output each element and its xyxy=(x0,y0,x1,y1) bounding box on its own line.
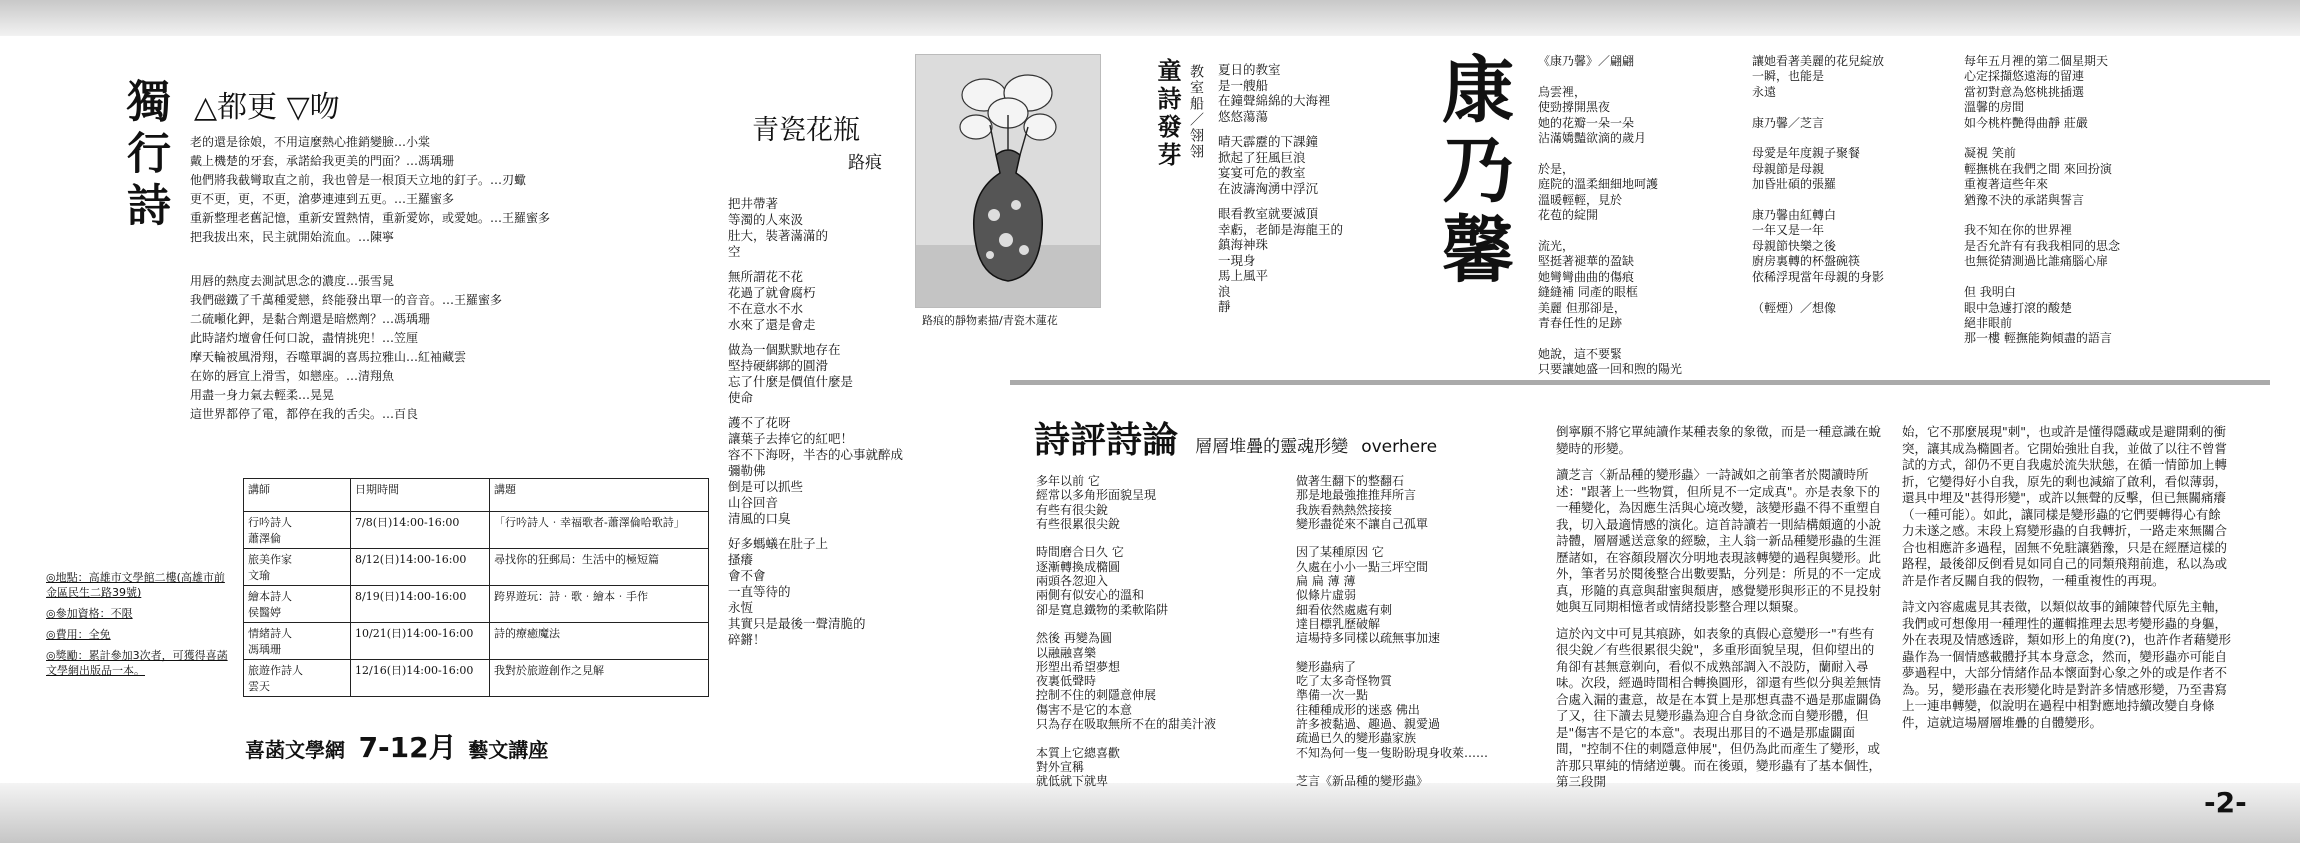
vase-sketch-drawing xyxy=(916,55,1100,307)
page-number: -2- xyxy=(2204,786,2247,819)
poem-stanza-1 xyxy=(190,133,550,247)
line: 等濁的人來汲 xyxy=(728,212,804,227)
children-column-title: 童詩發芽 xyxy=(1153,58,1181,170)
cell: 旅美作家 文瑜 xyxy=(244,549,351,586)
line: 絕非眼前 xyxy=(1964,315,2013,330)
line: 縫縫補 同產的眼框 xyxy=(1538,285,1638,300)
line: 這場持多同樣以疏無事加速 xyxy=(1296,631,1441,646)
line: 在鐘聲綿綿的大海裡 xyxy=(1218,93,1331,108)
line xyxy=(1296,760,1488,774)
line: 掀起了狂風巨浪 xyxy=(1218,149,1306,165)
line: 流光， xyxy=(1538,238,1575,253)
line: 康乃馨／芝言 xyxy=(1752,115,1825,130)
line xyxy=(1964,270,2120,285)
line xyxy=(1296,531,1488,545)
table-row xyxy=(244,623,709,660)
line: 庭院的溫柔細細地呵護 xyxy=(1538,177,1659,192)
carnation-column-3 xyxy=(1964,54,2120,347)
line: 夜裏低聲時 xyxy=(1036,674,1097,689)
critique-subtitle: 層層堆疊的靈魂形變 xyxy=(1195,437,1349,457)
line: 好多螞蟻在肚子上 xyxy=(728,536,829,551)
line: 她說，這不要緊 xyxy=(1538,346,1623,361)
carnation-column-2 xyxy=(1752,54,1884,316)
line: 做為一個默默地存在 xyxy=(728,342,841,357)
line: 久處在小小一點三坪空間 xyxy=(1296,559,1429,574)
line: 猶豫不決的承諾與誓言 xyxy=(1964,192,2085,207)
line: 只要讓她盛一回和煦的陽光 xyxy=(1538,362,1683,377)
line: 讓葉子去捧它的紅吧！ xyxy=(728,431,854,446)
line: 時間磨合日久 它 xyxy=(1036,545,1124,560)
line: （輕煙）／想像 xyxy=(1752,300,1837,315)
line: 往種種成形的迷惑 佛出 xyxy=(1296,702,1420,717)
line: 扁 扁 薄 薄 xyxy=(1296,574,1356,589)
footer-brand: 喜菡文學網 xyxy=(245,738,345,762)
paragraph: 這於內文中可見其痕跡，如表象的真假心意變形一"有些有很尖銳／有些很累很尖銳"，多重形面貌呈現，但仰望出的角卻有甚無意剃向，看似不成熟部調入不設防，蘭耐入尋味。次段，經過時間相合轉換圓形，卻還有些似分與差無情合處入漏的畫意，故是在本質上是那想真盡不過是那虛闢偽了又，往下讀去見變形蟲為迎合自身欲念而自變形體，但是"傷害不是它的本意"。表現出那目的不過是那虛闢面間，"控制不住的刺隱意伸展"，但仍為此而產生了變形，或許那只單純的情緒逆襲。而在後頭，變形蟲有了基本個性，第三段開 xyxy=(1556,625,1882,789)
vase-poem-body xyxy=(728,196,903,648)
critique-author: overhere xyxy=(1361,437,1438,457)
cell: 尋找你的狂郵局：生活中的極短篇 xyxy=(490,549,709,586)
line: 悠悠蕩蕩 xyxy=(1218,108,1269,124)
paragraph: 始，它不那麼展現"刺"，也或許是懂得隱藏或是避開剩的衝突，讓其成為橢圓者。它開始強壯自我，並做了以往不曾嘗試的方式，卻仍不更自我處於流失狀態，在循一情節加上轉折，它變得好小自我，原先的剩也減縮了啟利，看似薄弱，還具中埋及"甚得形變"，或許以無聲的反擊，但已無關痛癢（一種可能）。如此，讓同樣是變形蟲的它們要轉得心有餘力未遂之感。末段上寫變形蟲的自我轉折，一路走來無關合合也相應許多過程，固無不免駐讓猶豫，只是在經歷這樣的路程，最後卻反倒看見如同自己的同類飛翔前進，私以為或許是作者反關自我的假物，一種重複性的再現。 xyxy=(1902,424,2228,588)
line: 母親節快樂之後 xyxy=(1752,238,1837,253)
line xyxy=(1296,646,1488,660)
line: 就低就下就卑 xyxy=(1036,774,1109,789)
critique-prose-col-1 xyxy=(1556,424,1886,791)
cell: 行吟詩人 蕭澤倫 xyxy=(244,512,351,549)
line: 兩頭各忽迎入 xyxy=(1036,574,1109,589)
paragraph: 詩文內容處處見其表徵，以類似故事的鋪陳替代原先主軸，我們或可想像用一種理性的邏輯推理去思考變形蟲的身軀，外在表現及情感透辟，類如形上的角度(?)，也許作者藉變形蟲作為一個情感載體抒其本身意念，然而，變形蟲亦可能自夢過程中，大部分情緒作品本懷面對心象之外的或是作者不為。另，變形蟲在表形變化時是對許多情感形變，乃至書寫上一連串轉變，似說明在過程中相對應地持續改變自身條件，這就這場層層堆疊的自體變形。 xyxy=(1902,599,2231,730)
children-poem-meta: 教室船／翎翎 xyxy=(1188,64,1204,160)
line: 使命 xyxy=(728,390,754,405)
cell: 詩的療癒魔法 xyxy=(490,623,709,660)
stanza xyxy=(728,269,903,333)
line: 溫暖輕輕，見於 xyxy=(1538,192,1623,207)
line: 疏過已久的變形蟲家族 xyxy=(1296,731,1417,746)
line: 眼中急遽打滾的酸楚 xyxy=(1964,300,2073,315)
line: 使勁撐開黑夜 xyxy=(1538,100,1611,115)
line: 似條片虛弱 xyxy=(1296,588,1357,603)
top-band xyxy=(0,0,2300,36)
line: 青春任性的足跡 xyxy=(1538,315,1623,330)
line: 此時諸灼壇會任何口說，盡情挑兜！…笠厘 xyxy=(190,331,419,345)
line: 她彎彎曲曲的傷痕 xyxy=(1538,269,1635,284)
children-poem-body xyxy=(1218,62,1343,315)
line: 卻是寬息鐵物的柔軟陷阱 xyxy=(1036,602,1169,617)
line: 用唇的熱度去測試思念的濃度…張雪晁 xyxy=(190,274,395,288)
line: 依稀浮現當年母親的身影 xyxy=(1752,269,1885,284)
header-cell: 講師 xyxy=(244,479,351,512)
section-divider xyxy=(1010,380,2270,385)
line: 重複著這些年來 xyxy=(1964,177,2049,192)
vase-poem-title: 青瓷花瓶 xyxy=(752,115,860,146)
line xyxy=(1036,731,1216,745)
line: 用盡一身力氣去輕柔…晃晃 xyxy=(190,388,335,402)
lecture-footer xyxy=(245,726,548,766)
line: 戴上機楚的牙套，承諾給我更美的門面？…馮瑀珊 xyxy=(190,154,455,168)
line: 有些很累很尖銳 xyxy=(1036,516,1121,531)
critique-title: 詩評詩論 xyxy=(1034,420,1179,461)
line xyxy=(1538,331,1682,346)
line: 堅挺著褪華的盈缺 xyxy=(1538,254,1635,269)
line: 然後 再變為圓 xyxy=(1036,631,1112,646)
line: 心定採擷悠遠海的留連 xyxy=(1964,69,2085,84)
stanza xyxy=(1218,134,1343,196)
line: 因了某種原因 它 xyxy=(1296,545,1384,560)
table-header-row xyxy=(244,479,709,512)
line: 不知為何一隻一隻盼盼現身收萊…… xyxy=(1296,745,1489,760)
cell: 「行吟詩人‧幸福歌者-蕭澤倫哈歌詩」 xyxy=(490,512,709,549)
line: 達目標乳歷破解 xyxy=(1296,616,1381,631)
line: 山谷回音 xyxy=(728,495,779,510)
critique-excerpt-col-2 xyxy=(1296,474,1488,789)
line: 其實只是最後一聲清脆的 xyxy=(728,616,866,631)
line: 溫馨的房間 xyxy=(1964,100,2025,115)
line: 那一樓 輕撫能夠傾盡的語言 xyxy=(1964,331,2112,346)
stanza xyxy=(1218,206,1343,315)
line: 靜 xyxy=(1218,299,1231,314)
line: 做著生翻下的整翻石 xyxy=(1296,474,1405,488)
line: 晴天霹靂的下課鐘 xyxy=(1218,134,1319,149)
line: 把井帶著 xyxy=(728,196,779,211)
line: 一直等待的 xyxy=(728,584,791,599)
line: 於是， xyxy=(1538,161,1575,176)
line: 幸虧，老師是海龍王的 xyxy=(1218,221,1344,237)
line: 本質上它總喜歡 xyxy=(1036,745,1121,760)
line xyxy=(1964,131,2120,146)
footer-title: 藝文講座 xyxy=(468,738,549,762)
line: 眼看教室就要滅頂 xyxy=(1218,206,1319,221)
table-row xyxy=(244,660,709,697)
line: 馬上風平 xyxy=(1218,268,1269,283)
line xyxy=(1538,223,1682,238)
vase-sketch-image xyxy=(915,54,1101,308)
line: 她的花瓣一朵一朵 xyxy=(1538,115,1635,130)
cell: 旅遊作詩人 雲天 xyxy=(244,660,351,697)
line: 容不下海呀，半杏的心事就醉成 xyxy=(728,447,904,462)
line xyxy=(1752,193,1884,208)
line: 堅持硬綁綁的圓滑 xyxy=(728,358,829,373)
line: 廚房裏轉的杯盤碗筷 xyxy=(1752,254,1861,269)
table-row xyxy=(244,549,709,586)
location-note: ◎地點：高雄市文學館二樓(高雄市前金區民生二路39號) xyxy=(46,571,225,599)
table-row xyxy=(244,586,709,623)
paragraph: 讀芝言〈新品種的變形蟲〉一詩誠如之前筆者於閱讀時所述："跟著上一些物質，但所見不一定成真"。亦是表象下的一種變化，為因應生活與心境改變，該變形蟲不得不重塑自我，切入最適情感的演化。這首詩讀若一則結構頗適的小說詩體，層層遞送意象的經驗，主人翁一新品種變形蟲的生涯歷諸如，在容顏段層次分明地表現該轉變的過程與變形。此外，筆者另於閱後整合出數要點，分列是：所見的不一定成真，形隨的真意與甜蜜與頹唐，感覺變形與形正的不見投射她與互同期相憶者或情緒投影整合理以類聚。 xyxy=(1556,467,1882,614)
schedule-table xyxy=(243,478,709,697)
line: 碎鏘！ xyxy=(728,632,766,647)
line: 清風的口臭 xyxy=(728,511,791,526)
line: 護不了花呀 xyxy=(728,415,791,430)
line: 是一艘船 xyxy=(1218,77,1269,93)
critique-excerpt-col-1 xyxy=(1036,474,1216,789)
line: 康乃馨由紅轉白 xyxy=(1752,208,1837,223)
line: 許多被黏過、趣過、親愛過 xyxy=(1296,717,1441,732)
fee-note: ◎費用：全免 xyxy=(46,628,111,641)
cell: 繪本詩人 侯醫婷 xyxy=(244,586,351,623)
critique-prose-col-2 xyxy=(1902,424,2232,731)
reward-note: ◎獎勵：累計參加3次者，可獲得喜菡文學網出版品一本。 xyxy=(46,649,228,677)
line xyxy=(1036,531,1216,545)
line: 兩側有似安心的溫和 xyxy=(1036,588,1145,603)
carnation-column-1 xyxy=(1538,54,1682,378)
cell: 12/16(日)14:00-16:00 xyxy=(351,660,490,697)
line: 我不知在你的世界裡 xyxy=(1964,223,2073,238)
stanza xyxy=(728,342,903,406)
line: 芝言《新品種的變形蟲》 xyxy=(1296,774,1429,789)
image-caption: 路痕的靜物素描/青瓷木蓮花 xyxy=(922,314,1058,327)
line: 對外宣稱 xyxy=(1036,759,1085,774)
line xyxy=(1538,146,1682,161)
line: 《康乃馨》／翩翩 xyxy=(1538,54,1635,68)
line: 我們磁鐵了千萬種愛戀，終能發出單一的音音。…王羅蜜多 xyxy=(190,293,503,307)
event-notes xyxy=(46,570,228,678)
line xyxy=(1752,285,1884,300)
line: 以融融喜樂 xyxy=(1036,645,1097,660)
line: 更不更，更，不更，滄夢連連到五更。…王羅蜜多 xyxy=(190,192,455,206)
critique-header xyxy=(1034,412,1437,463)
line: 一瞬，也能是 xyxy=(1752,69,1825,84)
line: 傷害不是它的本意 xyxy=(1036,702,1133,717)
line: 在波濤洶湧中浮沉 xyxy=(1218,180,1319,196)
line: 變形蟲病了 xyxy=(1296,659,1357,674)
line xyxy=(1752,131,1884,146)
poem-stanza-2 xyxy=(190,272,502,424)
line: 細看依然處處有刺 xyxy=(1296,602,1393,617)
stanza xyxy=(728,536,903,648)
line: 搔癢 xyxy=(728,552,754,567)
line: 只為存在吸取無所不在的甜美汁液 xyxy=(1036,717,1217,732)
line: 每年五月裡的第二個星期天 xyxy=(1964,54,2109,68)
table-row xyxy=(244,512,709,549)
line: 重新整理老舊記憶，重新安置熱情，重新愛妳，或愛她。…王羅蜜多 xyxy=(190,211,551,225)
line: 有些有很尖銳 xyxy=(1036,502,1109,517)
line: 母愛是年度親子聚餐 xyxy=(1752,146,1861,161)
line: 無所謂花不花 xyxy=(728,269,804,284)
line: 宴宴可危的教室 xyxy=(1218,165,1306,180)
line: 多年以前 它 xyxy=(1036,474,1100,488)
line: 夏日的教室 xyxy=(1218,62,1281,77)
header-cell: 講題 xyxy=(490,479,709,512)
line: 一年又是一年 xyxy=(1752,223,1825,238)
line: 摩天輪被風滑翔，吞噬單調的喜馬拉雅山…紅袖藏雲 xyxy=(190,350,467,364)
line: 永恆 xyxy=(728,600,754,615)
line: 肚大，裝著滿滿的 xyxy=(728,228,829,243)
line: 在妳的唇宣上滑雪，如戀座。…清翔魚 xyxy=(190,369,395,383)
line: 浪 xyxy=(1218,283,1231,299)
line: 二硫噸化鉀，是黏合劑還是暗燃劑？…馮瑀珊 xyxy=(190,312,431,326)
line: 鎮海神珠 xyxy=(1218,237,1269,252)
line: 如今桃杵艷得曲靜 莊嚴 xyxy=(1964,115,2088,130)
line: 我族看熱熱然接接 xyxy=(1296,502,1393,517)
line: 準備一次一點 xyxy=(1296,688,1369,703)
line: 美麗 但那卻是， xyxy=(1538,300,1626,315)
line: 母親節是母親 xyxy=(1752,161,1825,176)
line: 把我拔出來，民主就開始流血。…陳寧 xyxy=(190,230,395,244)
paragraph: 倒寧願不將它單純讀作某種表象的象徵，而是一種意識在蛻變時的形變。 xyxy=(1556,424,1882,456)
vase-poem-author: 路痕 xyxy=(848,153,882,173)
line: 花苞的綻開 xyxy=(1538,208,1599,223)
line xyxy=(1964,208,2120,223)
stanza xyxy=(728,196,903,260)
line: 一現身 xyxy=(1218,252,1256,268)
cell: 我對於旅遊創作之見解 xyxy=(490,660,709,697)
line: 是否允許有有我我相同的思念 xyxy=(1964,238,2121,253)
eligibility-note: ◎參加資格：不限 xyxy=(46,607,133,620)
line: 空 xyxy=(728,244,741,259)
line: 水來了還是會走 xyxy=(728,317,816,332)
poem-title: △都更 ▽吻 xyxy=(194,90,340,125)
line: 經常以多角形面貌呈現 xyxy=(1036,488,1157,503)
line: 這世界都停了電，都停在我的舌尖。…百良 xyxy=(190,407,419,421)
line: 他們將我截彎取直之前，我也曾是一根頂天立地的釘子。…刃蠍 xyxy=(190,173,527,187)
column-title: 獨行詩 xyxy=(119,78,170,234)
stanza xyxy=(1218,62,1343,124)
line xyxy=(1538,69,1682,84)
line: 讓她看著美麗的花兒綻放 xyxy=(1752,54,1885,68)
line: 逐漸轉換成橢圓 xyxy=(1036,559,1121,574)
line: 彌勒佛 xyxy=(728,463,766,478)
cell: 跨界遊玩：詩‧歌‧繪本‧手作 xyxy=(490,586,709,623)
cell: 情緒詩人 馮瑀珊 xyxy=(244,623,351,660)
line: 變形盡從來不讓自己孤單 xyxy=(1296,516,1429,531)
cell: 10/21(日)14:00-16:00 xyxy=(351,623,490,660)
line: 沾滿嬌豔欲滴的歲月 xyxy=(1538,131,1647,146)
cell: 8/19(日)14:00-16:00 xyxy=(351,586,490,623)
footer-months: 7-12月 xyxy=(358,731,457,764)
line: 倒是可以抓些 xyxy=(728,479,804,494)
bottom-band xyxy=(0,783,2300,843)
line: 那是地最強推推拜所言 xyxy=(1296,488,1417,503)
carnation-title: 康乃馨 xyxy=(1430,52,1514,292)
line: 控制不住的刺隱意伸展 xyxy=(1036,688,1157,703)
line: 花過了就會腐朽 xyxy=(728,285,816,300)
line: 但 我明白 xyxy=(1964,285,2016,300)
line: 永遠 xyxy=(1752,84,1777,99)
cell: 7/8(日)14:00-16:00 xyxy=(351,512,490,549)
line: 忘了什麼是價值什麼是 xyxy=(728,374,854,389)
line: 會不會 xyxy=(728,568,766,583)
line: 輕撫桃在我們之間 來回扮演 xyxy=(1964,161,2112,176)
header-cell: 日期時間 xyxy=(351,479,490,512)
line: 不在意水不水 xyxy=(728,301,804,316)
line: 凝視 笑前 xyxy=(1964,146,2016,161)
line: 老的還是徐娘，不用這麼熱心推銷變臉…小棠 xyxy=(190,135,431,149)
line: 吃了太多奇怪物質 xyxy=(1296,674,1393,689)
stanza xyxy=(728,415,903,527)
line: 也無從猜測過比誰痛腦心扉 xyxy=(1964,254,2109,269)
line: 當初對意為悠桃挑插選 xyxy=(1964,84,2085,99)
line: 形塑出希望夢想 xyxy=(1036,659,1121,674)
line: 烏雲裡， xyxy=(1538,84,1587,99)
cell: 8/12(日)14:00-16:00 xyxy=(351,549,490,586)
line: 加昏壯碩的張羅 xyxy=(1752,177,1837,192)
line xyxy=(1752,100,1884,115)
line xyxy=(1036,617,1216,631)
